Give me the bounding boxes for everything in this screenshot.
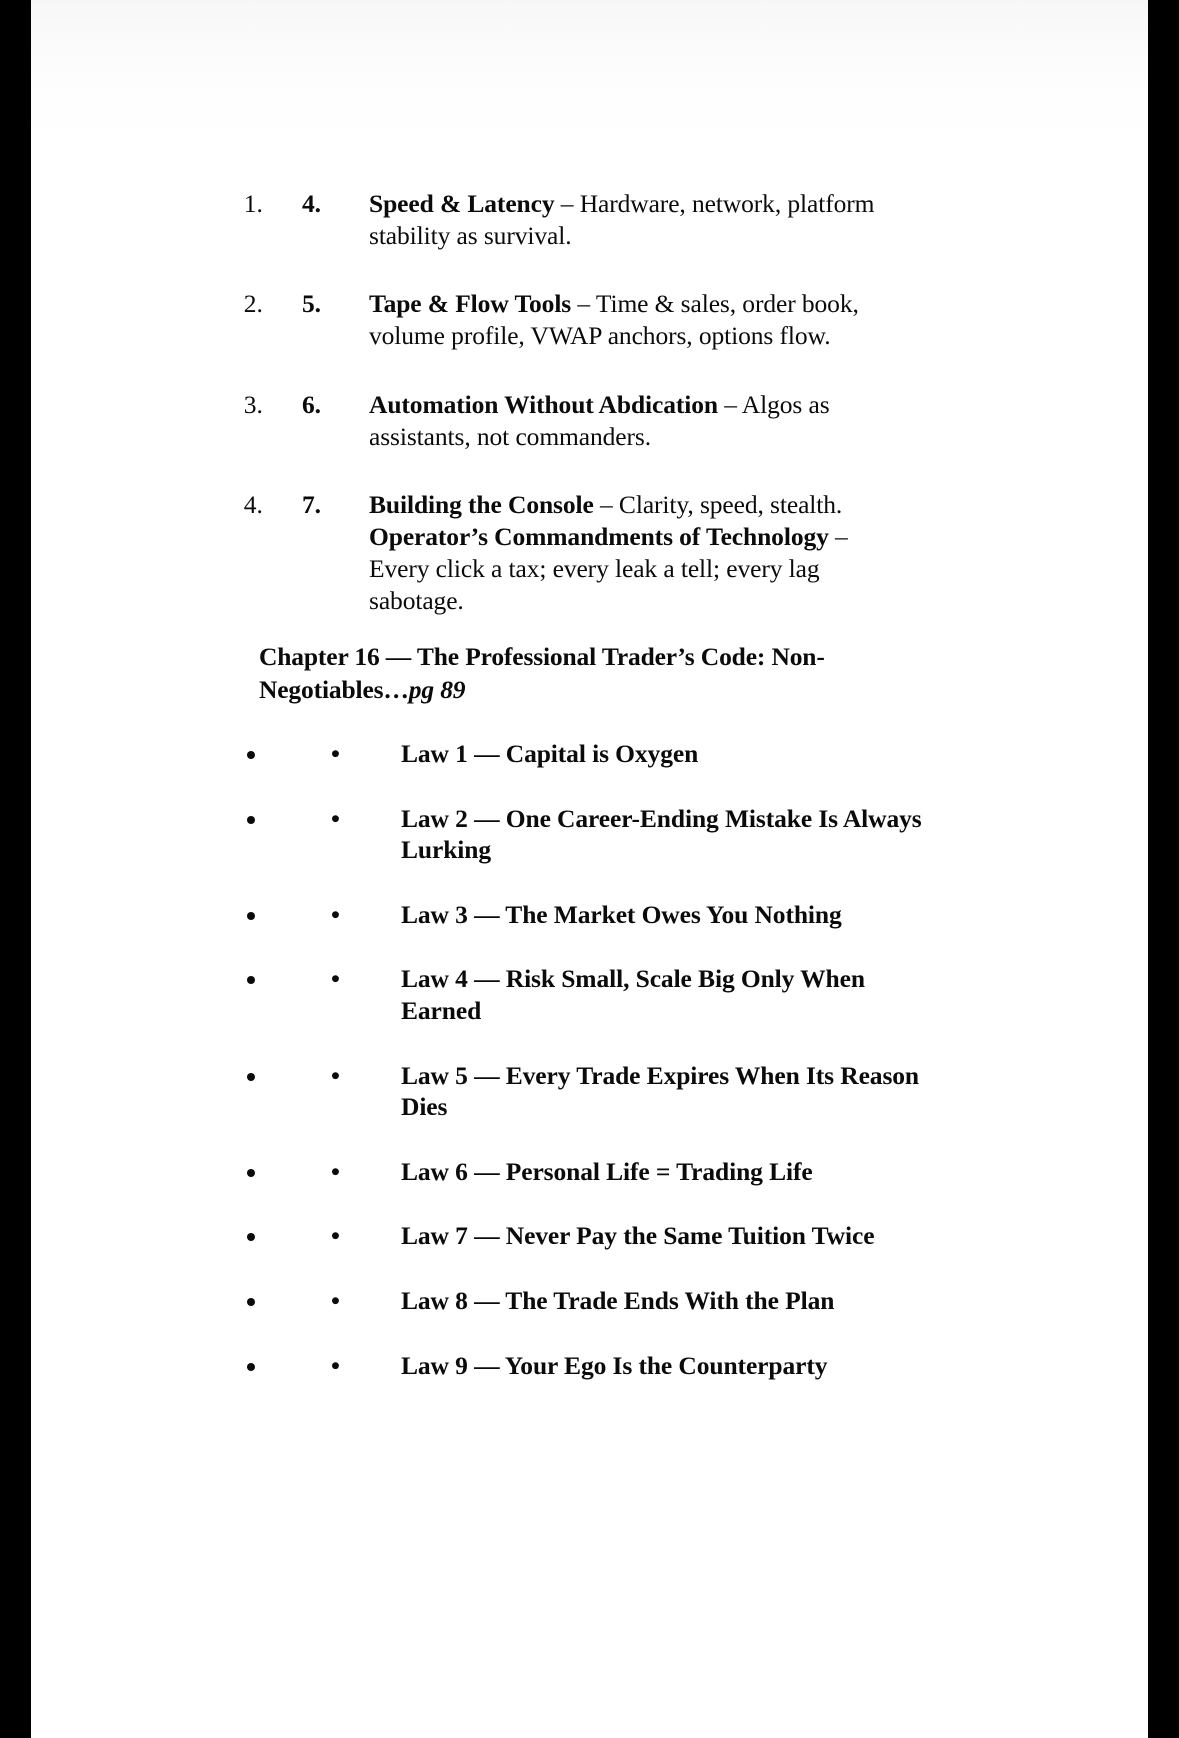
bullet-icon: • • bbox=[331, 1221, 340, 1251]
law-bullet-list bbox=[229, 738, 929, 1381]
list-item bbox=[269, 1220, 929, 1252]
numbered-list-item bbox=[269, 489, 909, 618]
list-item bbox=[269, 963, 929, 1026]
item-description: – Algos as assistants, not commanders. bbox=[369, 389, 830, 451]
list-item bbox=[269, 803, 929, 866]
list-item bbox=[269, 1060, 929, 1123]
page-scan-shading bbox=[31, 0, 1148, 140]
item-lead-term: Automation Without Abdication bbox=[369, 389, 718, 419]
item-description: – Time & sales, order book, volume profile, VWAP anchors, options flow. bbox=[369, 289, 859, 351]
numbered-list bbox=[229, 188, 909, 617]
law-text: Law 2 — One Career-Ending Mistake Is Always Lurking bbox=[401, 803, 922, 865]
law-text: Law 4 — Risk Small, Scale Big Only When Earned bbox=[401, 964, 865, 1026]
list-marker: 3. 6. bbox=[302, 389, 321, 419]
item-lead-term-secondary: Operator’s Commandments of Technology bbox=[369, 521, 829, 551]
item-lead-term: Building the Console bbox=[369, 489, 594, 519]
bullet-icon: • • bbox=[331, 1156, 340, 1186]
numbered-list-item bbox=[269, 288, 909, 352]
list-marker: 4. 7. bbox=[302, 489, 321, 519]
bullet-icon: • • bbox=[331, 739, 340, 768]
law-text: Law 5 — Every Trade Expires When Its Reason Dies bbox=[401, 1060, 920, 1122]
bullet-icon: • • bbox=[331, 964, 340, 994]
item-description: – Hardware, network, platform stability as survival. bbox=[369, 189, 875, 251]
item-lead-term: Tape & Flow Tools bbox=[369, 289, 572, 319]
list-marker: 2. 5. bbox=[302, 289, 321, 319]
chapter-heading-title: Chapter 16 — The Professional Trader’s Code: Non-Negotiables… bbox=[259, 642, 825, 704]
list-item bbox=[269, 1350, 929, 1382]
law-text: Law 6 — Personal Life = Trading Life bbox=[401, 1156, 813, 1186]
numbered-list-item bbox=[269, 389, 909, 453]
list-item bbox=[269, 738, 929, 770]
item-lead-term: Speed & Latency bbox=[369, 189, 555, 218]
law-text: Law 1 — Capital is Oxygen bbox=[401, 739, 699, 768]
list-item bbox=[269, 1285, 929, 1317]
law-text: Law 8 — The Trade Ends With the Plan bbox=[401, 1286, 835, 1316]
document-page bbox=[31, 0, 1148, 1738]
numbered-list-item bbox=[269, 188, 909, 252]
bullet-icon: • • bbox=[331, 899, 340, 929]
item-description-secondary: – Every click a tax; every leak a tell; every lag sabotage. bbox=[369, 521, 848, 616]
bullet-icon: • • bbox=[331, 1350, 340, 1380]
law-text: Law 3 — The Market Owes You Nothing bbox=[401, 899, 842, 929]
law-text: Law 9 — Your Ego Is the Counterparty bbox=[401, 1350, 828, 1380]
item-description: – Clarity, speed, stealth. bbox=[593, 489, 843, 519]
bullet-icon: • • bbox=[331, 803, 340, 833]
list-item bbox=[269, 899, 929, 931]
chapter-page-reference: pg 89 bbox=[408, 674, 466, 704]
bullet-icon: • • bbox=[331, 1060, 340, 1090]
bullet-icon: • • bbox=[331, 1286, 340, 1316]
chapter-heading bbox=[259, 641, 859, 706]
law-text: Law 7 — Never Pay the Same Tuition Twice bbox=[401, 1221, 875, 1251]
list-item bbox=[269, 1156, 929, 1188]
list-marker: 1. 4. bbox=[302, 189, 321, 218]
